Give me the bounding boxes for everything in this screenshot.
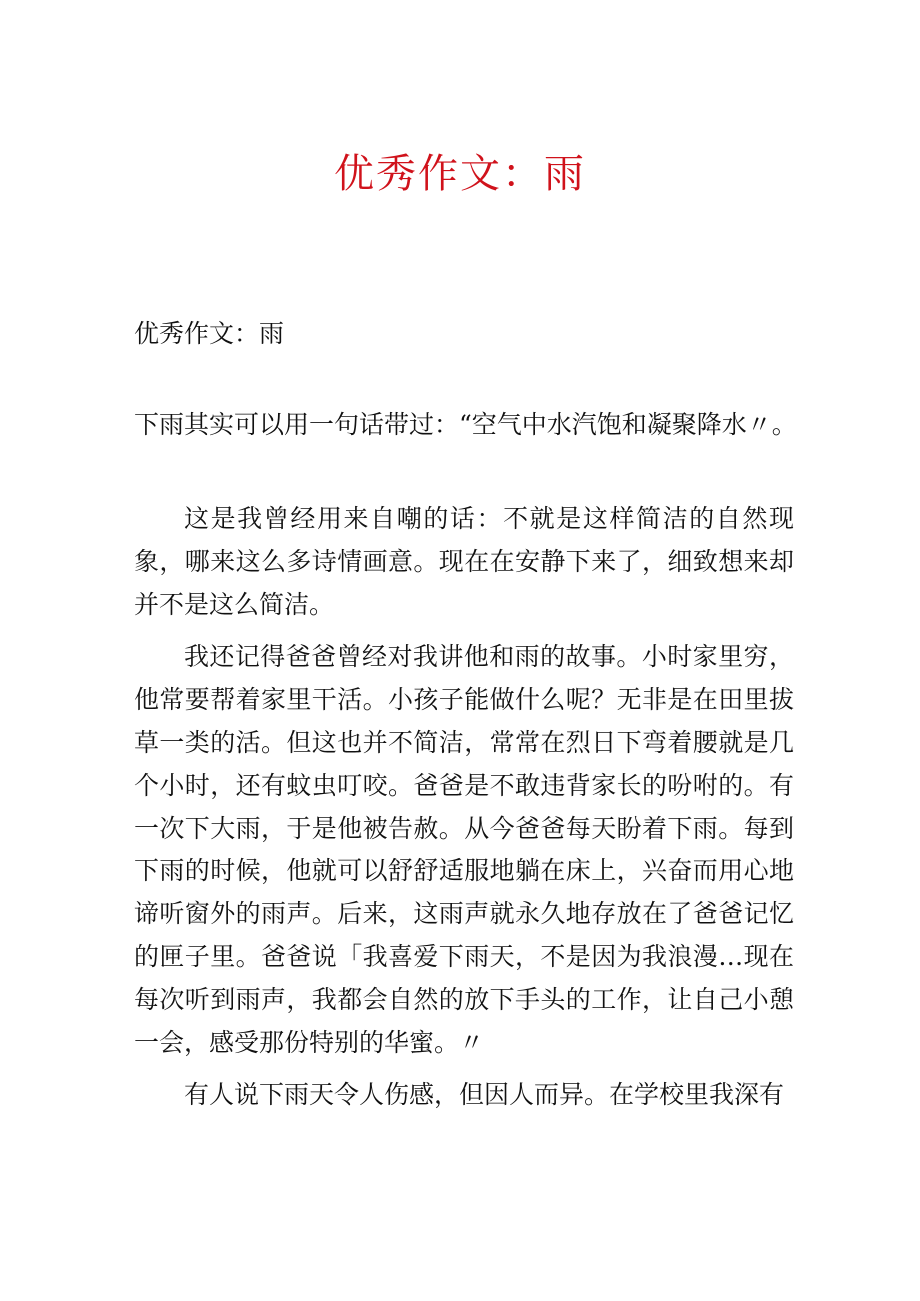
paragraph-3: 有人说下雨天令人伤感，但因人而异。在学校里我深有 bbox=[184, 1080, 785, 1110]
document-body bbox=[134, 498, 794, 1117]
paragraph-2: 我还记得爸爸曾经对我讲他和雨的故事。小时家里穷，他常要帮着家里干活。小孩子能做什么呢？无非是在田里拔草一类的活。但这也并不简洁，常常在烈日下弯着腰就是几个小时，还有蚊虫叮咬。爸爸是不敢违背家长的吩咐的。有一次下大雨，于是他被告赦。从今爸爸每天盼着下雨。每到下雨的时候，他就可以舒舒适服地躺在床上，兴奋而用心地谛听窗外的雨声。后来，这雨声就永久地存放在了爸爸记忆的匣子里。爸爸说「我喜爱下雨天，不是因为我浪漫…现在每次听到雨声，我都会自然的放下手头的工作，让自己小憩一会，感受那份特别的华蜜。〃 bbox=[134, 642, 794, 1057]
document-title: 优秀作文：雨 bbox=[334, 151, 586, 197]
paragraph-1: 这是我曾经用来自嘲的话：不就是这样简洁的自然现象，哪来这么多诗情画意。现在在安静下来了，细致想来却并不是这么简洁。 bbox=[134, 504, 794, 619]
intro-line: 下雨其实可以用一句话带过：“空气中水汽饱和凝聚降水〃。 bbox=[134, 410, 797, 439]
document-subtitle: 优秀作文：雨 bbox=[134, 319, 285, 348]
